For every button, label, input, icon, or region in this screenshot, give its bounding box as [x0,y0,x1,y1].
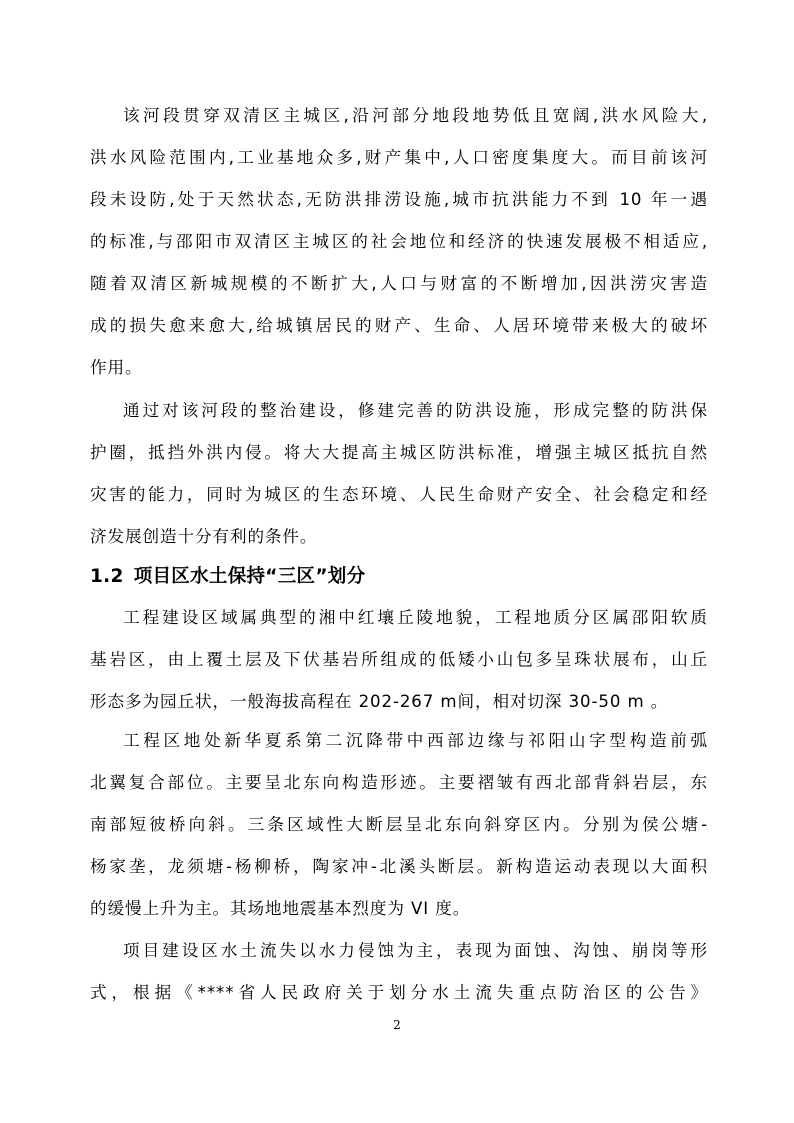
text-line: 形态多为园丘状，一般海拔高程在 202-267 m间，相对切深 30-50 m 。 [90,692,669,711]
section-title: 项目区水土保持“三区”划分 [133,566,366,587]
text-line: 段未设防,处于天然状态,无防洪排涝设施,城市抗洪能力不到 10 年一遇 [90,190,708,209]
paragraph-flood-risk [90,95,708,389]
text-line: 杨家垄，龙须塘-杨柳桥，陶家冲-北溪头断层。新构造运动表现以大面积 [90,857,708,876]
paragraph-geology [90,720,708,930]
section-number: 1.2 [90,566,124,587]
text-line: 的缓慢上升为主。其场地地震基本烈度为 VI 度。 [90,899,471,918]
text-line: 该河段贯穿双清区主城区,沿河部分地段地势低且宽阔,洪水风险大, [123,106,708,125]
text-line: 通过对该河段的整治建设，修建完善的防洪设施，形成完整的防洪保 [123,401,708,420]
text-line: 济发展创造十分有利的条件。 [90,527,318,546]
section-heading [90,557,365,597]
text-line: 随着双清区新城规模的不断扩大,人口与财富的不断增加,因洪涝灾害造 [90,274,708,293]
paragraph-improvement [90,390,708,558]
text-line: 的标准,与邵阳市双清区主城区的社会地位和经济的快速发展极不相适应, [90,232,708,251]
text-line: 成的损失愈来愈大,给城镇居民的财产、生命、人居环境带来极大的破坏 [90,316,708,335]
text-line: 基岩区，由上覆土层及下伏基岩所组成的低矮小山包多呈珠状展布，山丘 [90,650,708,669]
text-line: 南部短彼桥向斜。三条区域性大断层呈北东向斜穿区内。分别为侯公塘- [90,815,708,834]
text-line: 式，根据《****省人民政府关于划分水土流失重点防治区的公告》 [90,983,708,1002]
text-line: 洪水风险范围内,工业基地众多,财产集中,人口密度集度大。而目前该河 [90,148,708,167]
text-line: 项目建设区水土流失以水力侵蚀为主，表现为面蚀、沟蚀、崩岗等形 [123,941,708,960]
text-line: 北翼复合部位。主要呈北东向构造形迹。主要褶皱有西北部背斜岩层，东 [90,773,708,792]
text-line: 灾害的能力，同时为城区的生态环境、人民生命财产安全、社会稳定和经 [90,485,708,504]
paragraph-landform [90,597,708,723]
text-line: 护圈，抵挡外洪内侵。将大大提高主城区防洪标准，增强主城区抵抗自然 [90,443,708,462]
text-line: 作用。 [90,358,143,377]
text-line: 工程区地处新华夏系第二沉降带中西部边缘与祁阳山字型构造前弧 [123,731,708,750]
page-number: 2 [393,1018,401,1032]
paragraph-erosion [90,930,708,1014]
text-line: 工程建设区域属典型的湘中红壤丘陵地貌，工程地质分区属邵阳软质 [123,608,708,627]
